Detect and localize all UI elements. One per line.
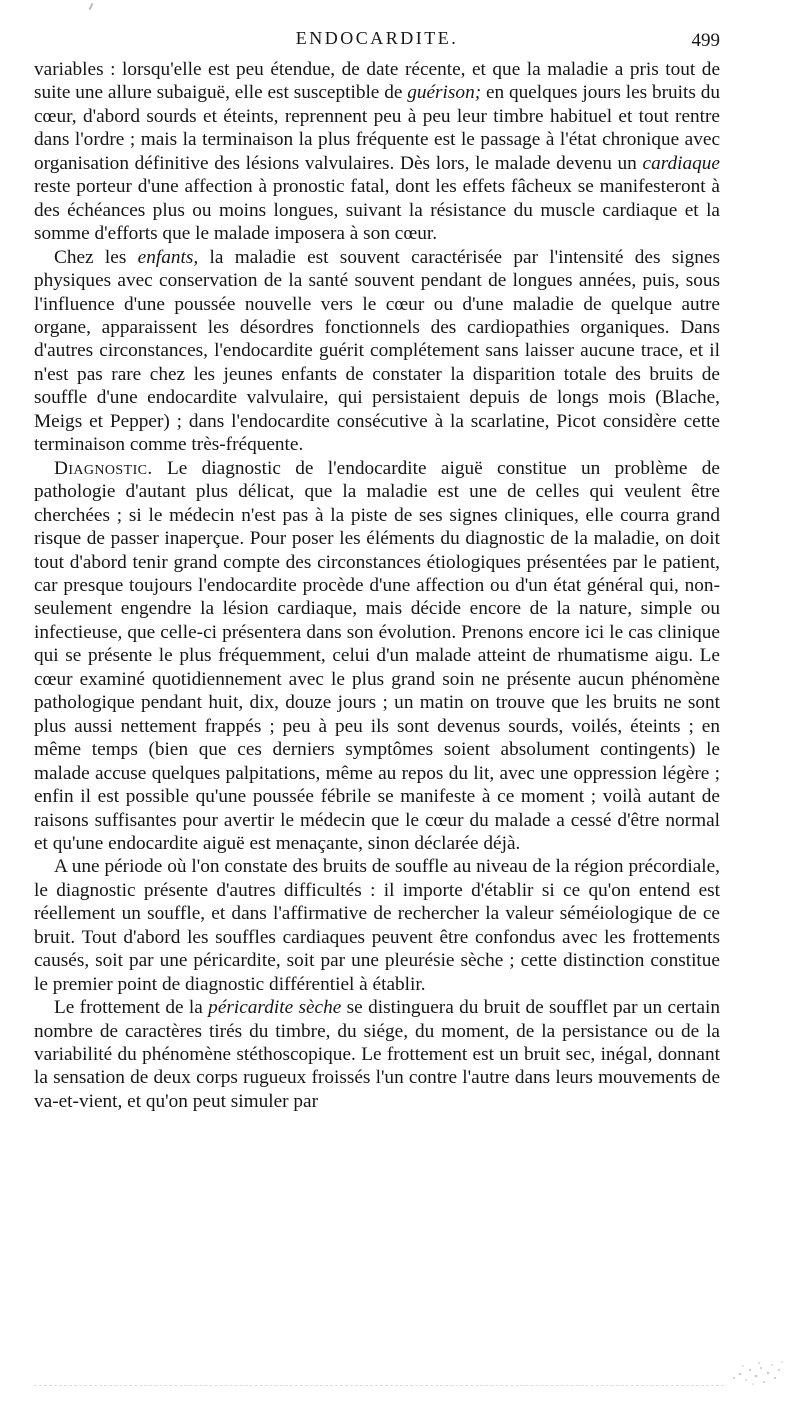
italic-term-pericardite-seche: péricardite sèche <box>208 997 342 1019</box>
text-run: la maladie est souvent caractérisée par l'intensité des signes physiques avec conservation de la santé souvent pendant de longues années, puis, sous l'influence d'une poussée nouvelle vers le cœur ou d'une maladie de quelque autre organe, apparaissent les désordres fonctionnels des cardiopathies organiques. Dans d'autres circonstances, l'endocardite guérit complétement sans laisser aucune trace, et il n'est pas rare chez les jeunes enfants de constater la disparition totale des bruits de souffle d'une endocardite valvulaire, qui persistaient depuis de longs mois (Blache, Meigs et Pepper) ; dans l'endocardite consécutive à la scarlatine, Picot considère cette terminaison comme très-fréquente. <box>34 246 720 456</box>
paragraph-differential <box>34 855 720 996</box>
running-title: ENDOCARDITE. <box>295 28 459 48</box>
italic-term-cardiaque: cardiaque <box>642 152 720 174</box>
section-heading-diagnostic: Diagnostic. <box>54 457 153 479</box>
text-run: Le diagnostic de l'endocardite aiguë constitue un problème de pathologie d'autant plus délicat, que la maladie est une de celles qui veulent être cherchées ; si le médecin n'est pas à la piste de ses signes cliniques, elle courra grand risque de passer inaperçue. Pour poser les éléments du diagnostic de la maladie, on doit tout d'abord tenir grand compte des circonstances étiologiques présentées par le patient, car presque toujours l'endocardite procède d'une affection ou d'un état général qui, non-seulement engendre la lésion cardiaque, mais décide encore de la nature, simple ou infectieuse, que celle-ci présentera dans son évolution. Prenons encore ici le cas clinique qui se présente le plus fréquemment, celui d'un malade atteint de rhumatisme aigu. Le cœur examiné quotidiennement avec le plus grand soin ne présente aucun phénomène pathologique pendant huit, dix, douze jours ; un matin on trouve que les bruits ne sont plus aussi nettement frappés ; peu à peu ils sont devenus sourds, voilés, éteints ; en même temps (bien que ces derniers symptômes soient absolument contingents) le malade accuse quelques palpitations, même au repos du lit, avec une oppression légère ; enfin il est possible qu'une poussée fébrile se manifeste à ce moment ; voilà autant de raisons suffisantes pour avertir le médecin que le cœur du malade a cessé d'être normal et qu'une endocardite aiguë est menaçante, sinon déclarée déjà. <box>34 457 720 854</box>
running-head <box>34 24 720 58</box>
text-run: Le frottement de la <box>54 997 209 1019</box>
text-run: en quelques jours les bruits du cœur, d'abord sourds et éteints, reprennent peu à peu leur timbre habituel et tout rentre dans l'ordre ; mais la terminaison la plus fréquente est le passage à l'état chronique avec organisation définitive des lésions valvulaires. Dès lors, le malade devenu un <box>34 82 720 174</box>
footer-bleedthrough <box>34 1385 724 1386</box>
page-number: 499 <box>691 30 720 51</box>
text-run: variables : lorsqu'elle est peu étendue, de date récente, et que la maladie a pris tout de suite une allure subaiguë, elle est susceptible de <box>34 59 720 104</box>
paragraph-prognosis <box>34 58 720 246</box>
margin-mark <box>89 3 94 10</box>
text-run: se distinguera du bruit de soufflet par un certain nombre de caractères tirés du timbre, du siége, du moment, de la persistance ou de la variabilité du phénomène stéthoscopique. Le frottement est un bruit sec, inégal, donnant la sensation de deux corps rugueux froissés l'un contre l'autre dans leurs mouvements de va-et-vient, et qu'on peut simuler par <box>34 997 720 1112</box>
italic-term-enfants: enfants, <box>137 246 199 268</box>
text-run: reste porteur d'une affection à pronostic fatal, dont les effets fâcheux se manifesteront à des échéances plus ou moins longues, suivant la résistance du muscle cardiaque et la somme d'efforts que le malade imposera à son cœur. <box>34 176 720 245</box>
italic-term-guerison: guérison; <box>407 82 482 104</box>
book-page <box>34 24 720 1113</box>
text-run: Chez les <box>54 246 138 268</box>
text-run: A une période où l'on constate des bruits de souffle au niveau de la région précordiale, le diagnostic présente d'autres difficultés : il importe d'établir si ce qu'on entend est réellement un souffle, et dans l'affirmative de rechercher la valeur séméiologique de ce bruit. Tout d'abord les souffles cardiaques peuvent être confondus avec les frottements causés, soit par une péricardite, soit par une pleurésie sèche ; cette distinction constitue le premier point de diagnostic différentiel à établir. <box>34 856 720 995</box>
paragraph-pericarditis <box>34 996 720 1113</box>
ink-smudge <box>728 1356 786 1390</box>
paragraph-children <box>34 246 720 457</box>
paragraph-diagnostic <box>34 457 720 856</box>
